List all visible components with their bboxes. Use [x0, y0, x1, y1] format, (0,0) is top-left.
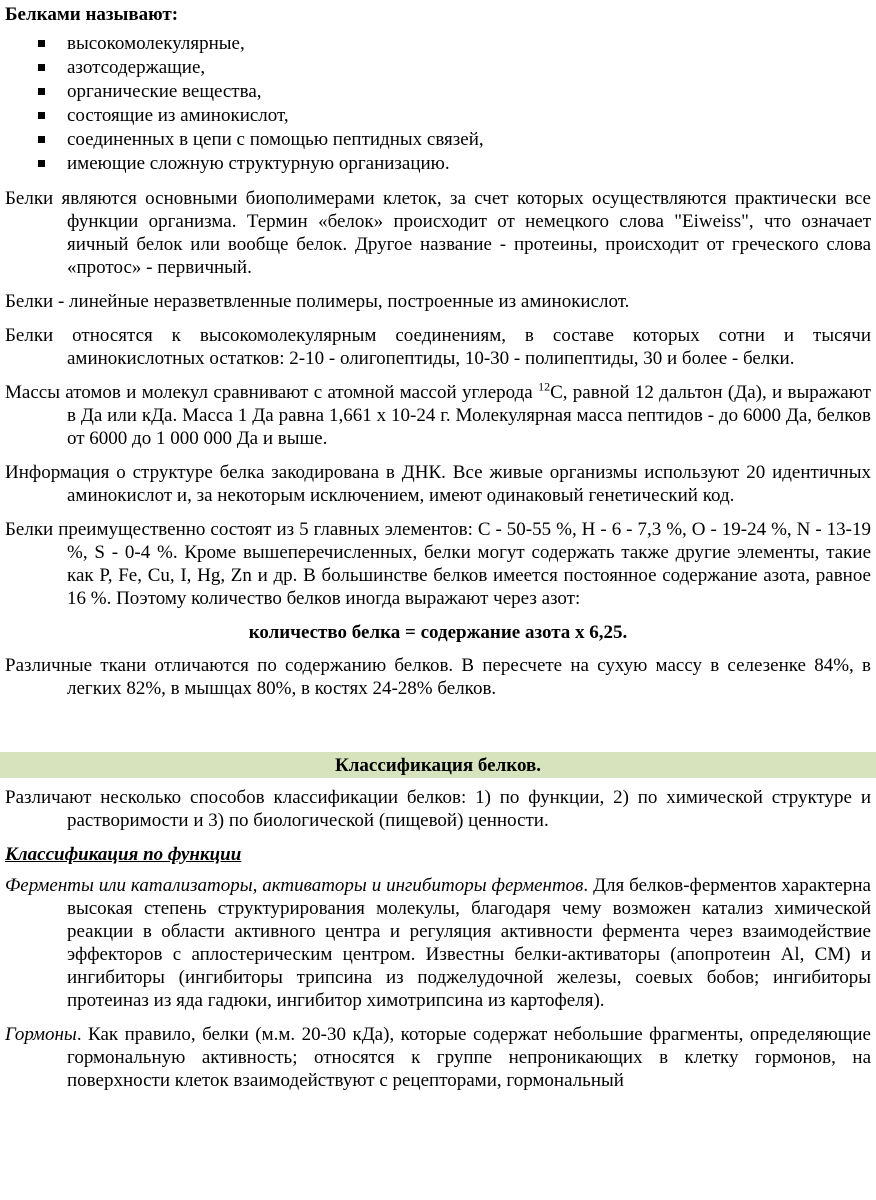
paragraph-elements: Белки преимущественно состоят из 5 главных элементов: С - 50-55 %, Н - 6 - 7,3 %, О - 19-24 %, N - 13-19 %, S - 0-4 %. Кроме вышеперечисленных, белки могут содержать также другие элементы, такие как P, Fe, Cu, I, Hg, Zn и др. В большинстве белков имеется постоянное содержание азота, равное 16 %. Поэтому количество белков иногда выражают через азот:: [5, 519, 871, 609]
subheading-by-function: Классификация по функции: [5, 844, 242, 865]
list-item: высокомолекулярные,: [5, 32, 871, 56]
paragraph-classification-methods: Различают несколько способов классификации белков: 1) по функции, 2) по химической структуре и растворимости и 3) по биологической (пищевой) ценности.: [5, 787, 871, 831]
section-heading-classification: Классификация белков.: [0, 752, 876, 778]
hormones-term: Гормоны: [5, 1024, 77, 1045]
paragraph-tissues: Различные ткани отличаются по содержанию белков. В пересчете на сухую массу в селезенке 84%, в легких 82%, в мышцах 80%, в костях 24-28% белков.: [5, 655, 871, 699]
paragraph-dna-info: Информация о структуре белка закодирована в ДНК. Все живые организмы используют 20 идентичных аминокислот и, за некоторым исключением, имеют одинаковый генетический код.: [5, 462, 871, 506]
intro-heading: Белками называют:: [5, 4, 179, 25]
paragraph-atomic-mass-before: Массы атомов и молекул сравнивают с атомной массой углерода: [5, 382, 539, 403]
list-item: имеющие сложную структурную организацию.: [5, 152, 871, 176]
paragraph-hormones: [5, 1023, 871, 1092]
list-item: азотсодержащие,: [5, 56, 871, 80]
paragraph-enzymes: [5, 874, 871, 1012]
list-item: органические вещества,: [5, 80, 871, 104]
nitrogen-formula: количество белка = содержание азота х 6,25.: [248, 622, 628, 643]
enzymes-term: Ферменты или катализаторы, активаторы и ингибиторы ферментов: [5, 875, 584, 896]
paragraph-linear-polymers: Белки - линейные неразветвленные полимеры, построенные из аминокислот.: [5, 291, 630, 312]
paragraph-atomic-mass-after: С, равной 12 дальтон (Да), и выражают в Да или кДа. Масса 1 Да равна 1,661 х 10-24 г. Молекулярная масса пептидов - до 6000 Да, белков от 6000 до 1 000 000 Да и выше.: [67, 382, 871, 449]
list-item: соединенных в цепи с помощью пептидных связей,: [5, 128, 871, 152]
enzymes-text: . Для белков-ферментов характерна высокая степень структурирования молекулы, благодаря чему возможен катализ химической реакции в области активного центра и регуляция активности фермента через взаимодействие эффекторов с аплостерическим центром. Известны белки-активаторы (апопротеин Al, СМ) и ингибиторы (ингибиторы трипсина из поджелудочной железы, соевых бобов; ингибиторы протеиназ из яда гадюки, ингибитор химотрипсина из картофеля).: [67, 875, 871, 1011]
carbon-isotope-superscript: 12: [538, 379, 551, 394]
paragraph-high-molecular: Белки относятся к высокомолекулярным соединениям, в составе которых сотни и тысячи аминокислотных остатков: 2-10 - олигопептиды, 10-30 - полипептиды, 30 и более - белки.: [5, 325, 871, 369]
hormones-text: . Как правило, белки (м.м. 20-30 кДа), которые содержат небольшие фрагменты, определяющие гормональную активность; относятся к группе непроникающих в клетку гормонов, на поверхности клеток взаимодействуют с рецепторами, гормональный: [67, 1024, 871, 1091]
paragraph-biopolymers: Белки являются основными биополимерами клеток, за счет которых осуществляются практически все функции организма. Термин «белок» происходит от немецкого слова "Eiweiss", что означает яичный белок или вообще белок. Другое название - протеины, происходит от греческого слова «протос» - первичный.: [5, 188, 871, 278]
list-item: состоящие из аминокислот,: [5, 104, 871, 128]
paragraph-atomic-mass: [5, 381, 871, 450]
properties-list: [5, 32, 871, 176]
